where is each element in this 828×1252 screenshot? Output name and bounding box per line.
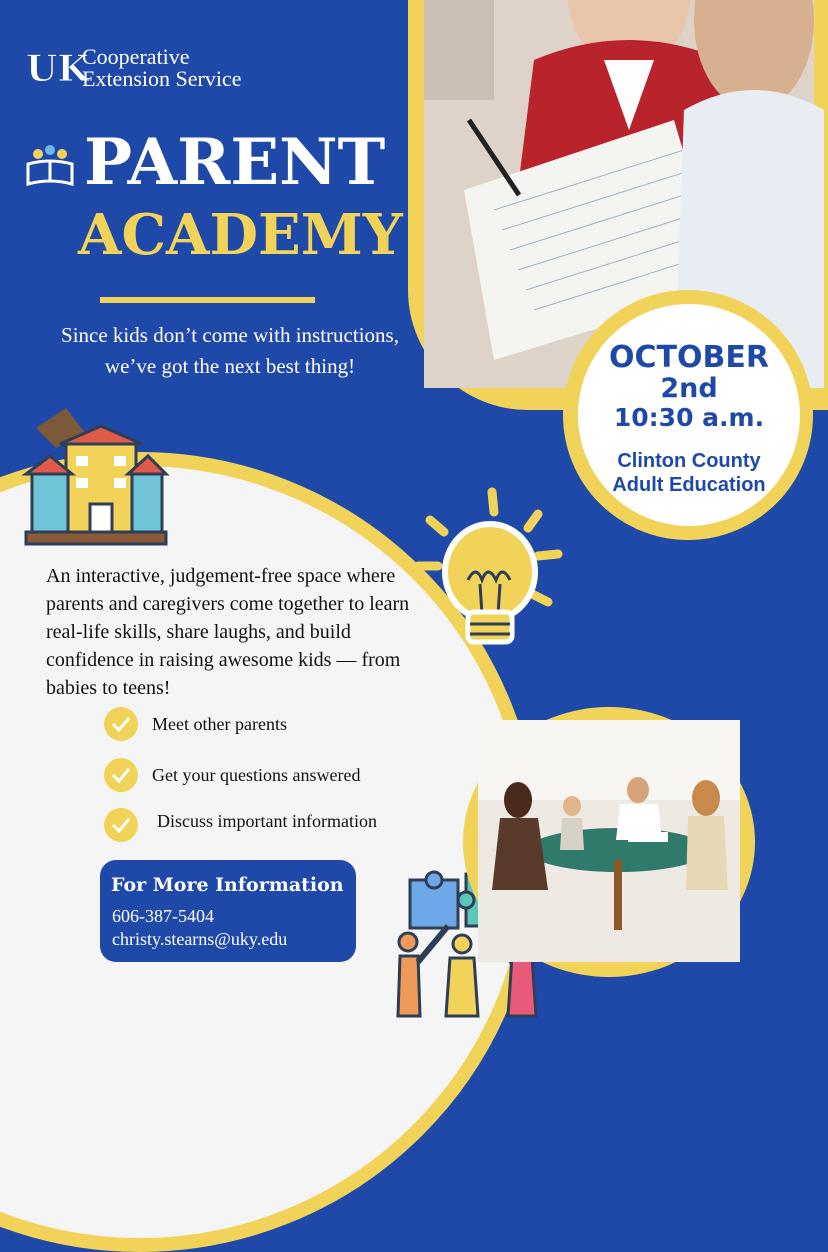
event-location-line2: Adult Education bbox=[612, 474, 766, 496]
contact-email[interactable]: christy.stearns@uky.edu bbox=[112, 929, 288, 949]
org-name-line1: Cooperative bbox=[82, 44, 190, 69]
event-day: 2nd bbox=[660, 373, 718, 404]
checkmark-icon bbox=[104, 808, 138, 842]
svg-text:UK: UK bbox=[26, 48, 89, 90]
photo-parent-group bbox=[478, 720, 740, 962]
lightbulb-icon bbox=[408, 484, 574, 664]
school-building-icon bbox=[26, 408, 166, 553]
title-parent: PARENT bbox=[84, 125, 386, 200]
description: An interactive, judgement-free space where parents and caregivers come together to learn real-life skills, share laughs, and build confidence in raising awesome kids — from babies to teens! bbox=[46, 565, 410, 699]
contact-heading: For More Information bbox=[111, 874, 344, 896]
tagline: Since kids don’t come with instructions, we’ve got the next best thing! bbox=[61, 323, 399, 378]
benefit-label: Discuss important information bbox=[157, 811, 377, 831]
checkmark-icon bbox=[104, 758, 138, 792]
event-month: OCTOBER bbox=[609, 340, 769, 375]
event-location-line1: Clinton County bbox=[617, 450, 761, 472]
contact-phone[interactable]: 606-387-5404 bbox=[112, 906, 214, 926]
checkmark-icon bbox=[104, 707, 138, 741]
org-name-line2: Extension Service bbox=[82, 66, 242, 91]
benefit-item bbox=[104, 707, 138, 741]
open-book-people-icon bbox=[22, 144, 78, 188]
benefit-label: Get your questions answered bbox=[152, 765, 361, 785]
benefit-label: Meet other parents bbox=[152, 714, 287, 734]
event-time: 10:30 a.m. bbox=[613, 403, 765, 432]
title-academy: ACADEMY bbox=[78, 202, 403, 268]
benefit-item bbox=[104, 758, 138, 792]
title-divider bbox=[100, 297, 315, 303]
benefit-item bbox=[104, 808, 138, 842]
uk-logo bbox=[26, 47, 89, 90]
